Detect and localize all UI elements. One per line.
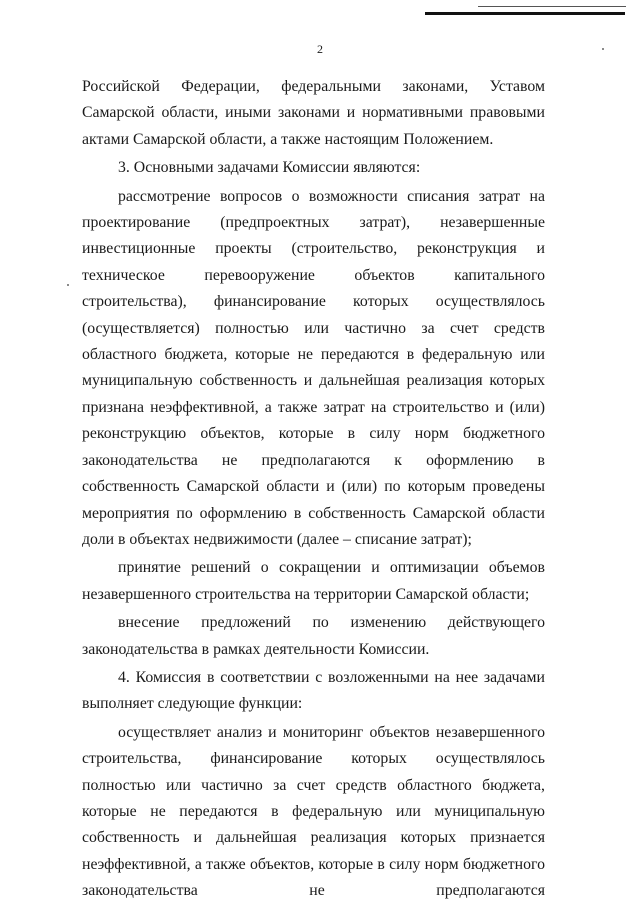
- paragraph-continuation: Российской Федерации, федеральными законами, Уставом Самарской области, иными законами и нормативными правовыми актами Самарской области, а также настоящим Положением.: [82, 78, 545, 148]
- scan-artifact-dot: [67, 284, 69, 286]
- paragraph-task-decisions: принятие решений о сокращении и оптимизации объемов незавершенного строительства на территории Самарской области;: [82, 559, 545, 603]
- page-number: 2: [317, 42, 323, 56]
- scan-artifact-line-thin: [478, 6, 626, 7]
- paragraph-task-proposals: внесение предложений по изменению действующего законодательства в рамках деятельности Комиссии.: [82, 614, 545, 658]
- paragraph-task-write-off: рассмотрение вопросов о возможности списания затрат на проектирование (предпроектных затрат), незавершенные инвестиционные проекты (строительство, реконструкция и техническое перевооружение объектов капитального строительства), финансирование которых осуществлялось (осуществляется) полностью или частично за счет средств областного бюджета, которые не передаются в федеральную или муниципальную собственность и дальнейшая реализация которых признана неэффективной, а также затрат на строительство и (или) реконструкцию объектов, которые в силу норм бюджетного законодательства не предполагаются к оформлению в собственность Самарской области и (или) по которым проведены мероприятия по оформлению в собственность Самарской области доли в объектах недвижимости (далее – списание затрат);: [82, 187, 545, 548]
- paragraph-functions-heading: 4. Комиссия в соответствии с возложенными на нее задачами выполняет следующие функции:: [82, 668, 545, 713]
- scan-artifact-line: [425, 12, 625, 15]
- paragraph-function-analysis: осуществляет анализ и мониторинг объектов незавершенного строительства, финансирование которых осуществлялось полностью или частично за счет средств областного бюджета, которые не передаются в федеральную или муниципальную собственность и дальнейшая реализация которых признается неэффективной, а также объектов, которые в силу норм бюджетного законодательства не предполагаются: [82, 723, 545, 900]
- document-body: [82, 74, 545, 905]
- paragraph-tasks-heading: 3. Основными задачами Комиссии являются:: [118, 159, 421, 177]
